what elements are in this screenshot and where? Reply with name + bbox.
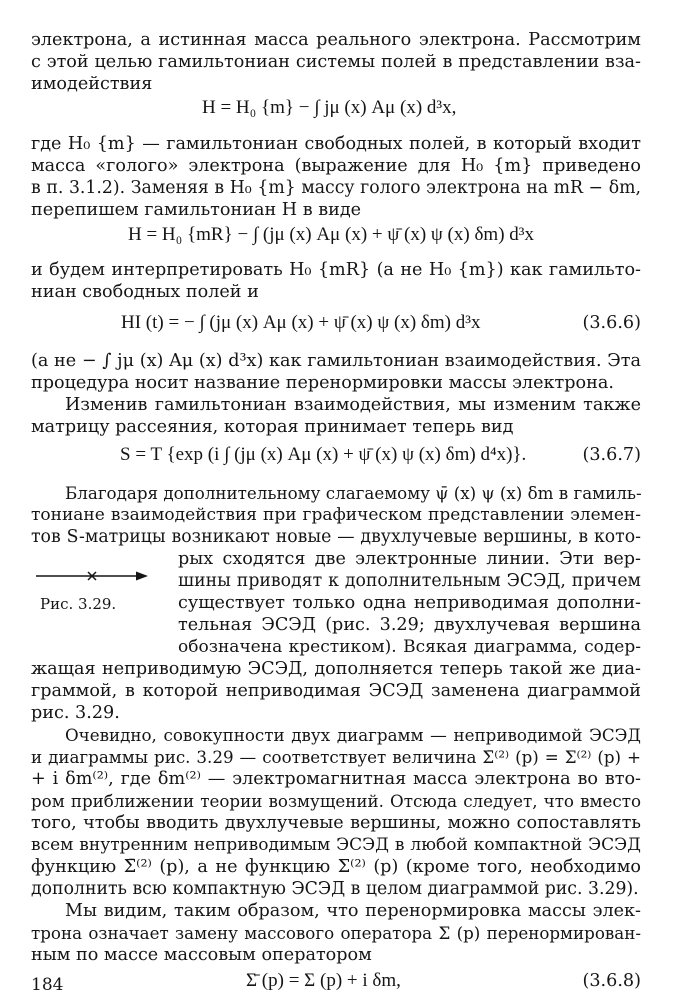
text-line: трона означает замену массового оператора Σ (p) перенормирован- (31, 923, 641, 943)
text-line: масса «голого» электрона (выражение для H₀ {m} приведено (31, 156, 641, 176)
figure-caption: Рис. 3.29. (40, 595, 117, 613)
text-line: тониане взаимодействия при графическом представлении элемен- (31, 505, 641, 525)
equation-renormalized-hamiltonian: H = H₀ {mR} − ∫ (jμ (x) Aμ (x) + ψ̄ (x) ψ (x) δm) d³x (128, 224, 534, 245)
text-line: в п. 3.1.2). Заменяя в H₀ {m} массу голого электрона на mR − δm, (31, 178, 641, 198)
text-line: жащая неприводимую ЭСЭД, дополняется теперь такой же диа- (31, 659, 641, 679)
text-line: существует только одна неприводимая дополни- (178, 593, 641, 613)
text-line: матрицу рассеяния, которая принимает теперь вид (31, 417, 514, 437)
text-line: ным по массе массовым оператором (31, 945, 372, 965)
page-number: 184 (31, 975, 64, 995)
text-line: обозначена крестиком). Всякая диаграмма, содер- (178, 637, 641, 657)
text-line: электрона, а истинная масса реального электрона. Рассмотрим (31, 30, 641, 50)
text-line: имодействия (31, 74, 153, 94)
equation-number: (3.6.8) (582, 971, 641, 991)
text-line: тельная ЭСЭД (рис. 3.29; двухлучевая вершина (178, 615, 641, 635)
text-line: рых сходятся две электронные линии. Эти вер- (178, 549, 641, 569)
text-line: (а не − ∫ jμ (x) Aμ (x) d³x) как гамильтониан взаимодействия. Эта (31, 351, 641, 371)
text-line: функцию Σ̄⁽²⁾ (p), а не функцию Σ⁽²⁾ (p) (кроме того, необходимо (31, 857, 641, 877)
equation-hamiltonian: H = H₀ {m} − ∫ jμ (x) Aμ (x) d³x, (202, 97, 457, 118)
text-line: того, чтобы вводить двухлучевые вершины, можно сопоставлять (31, 813, 641, 833)
text-line: с этой целью гамильтониан системы полей в представлении вза- (31, 52, 641, 72)
figure-electron-line (34, 564, 150, 588)
equation-number: (3.6.7) (582, 445, 641, 465)
text-line: где H₀ {m} — гамильтониан свободных полей, в который входит (31, 134, 641, 154)
text-line: Благодаря дополнительному слагаемому ψ̄ (x) ψ (x) δm в гамиль- (65, 483, 642, 503)
text-line: и диаграммы рис. 3.29 — соответствует величина Σ̄⁽²⁾ (p) = Σ⁽²⁾ (p) + (31, 747, 641, 767)
text-line: Изменив гамильтониан взаимодействия, мы изменим также (65, 395, 641, 415)
text-line: ниан свободных полей и (31, 282, 259, 302)
text-line: рис. 3.29. (31, 703, 120, 723)
text-line: тов S-матрицы возникают новые — двухлучевые вершины, в кото- (31, 527, 641, 547)
text-line: перепишем гамильтониан H в виде (31, 200, 362, 220)
text-line: Мы видим, таким образом, что перенормировка массы элек- (65, 901, 641, 921)
text-line: дополнить всю компактную ЭСЭД в целом диаграммой рис. 3.29). (31, 879, 639, 899)
text-line: процедура носит название перенормировки массы электрона. (31, 373, 614, 393)
text-line: Очевидно, совокупности двух диаграмм — неприводимой ЭСЭД (65, 725, 641, 745)
text-line: граммой, в которой неприводимая ЭСЭД заменена диаграммой (31, 681, 641, 701)
equation-interaction-hamiltonian: HI (t) = − ∫ (jμ (x) Aμ (x) + ψ̄ (x) ψ (x) δm) d³x (121, 312, 481, 333)
text-line: всем внутренним неприводимым ЭСЭД в любой компактной ЭСЭД (31, 835, 641, 855)
equation-mass-operator: Σ̄ (p) = Σ (p) + i δm, (246, 970, 401, 991)
equation-number: (3.6.6) (582, 313, 641, 333)
text-line: ром приближении теории возмущений. Отсюда следует, что вместо (31, 791, 641, 811)
text-line: + i δm⁽²⁾, где δm⁽²⁾ — электромагнитная масса электрона во вто- (31, 769, 641, 789)
text-line: и будем интерпретировать H₀ {mR} (а не H₀ {m}) как гамильто- (31, 260, 641, 280)
equation-s-matrix: S = T {exp (i ∫ (jμ (x) Aμ (x) + ψ̄ (x) ψ (x) δm) d⁴x)}. (120, 444, 527, 465)
text-line: шины приводят к дополнительным ЭСЭД, причем (178, 571, 641, 591)
